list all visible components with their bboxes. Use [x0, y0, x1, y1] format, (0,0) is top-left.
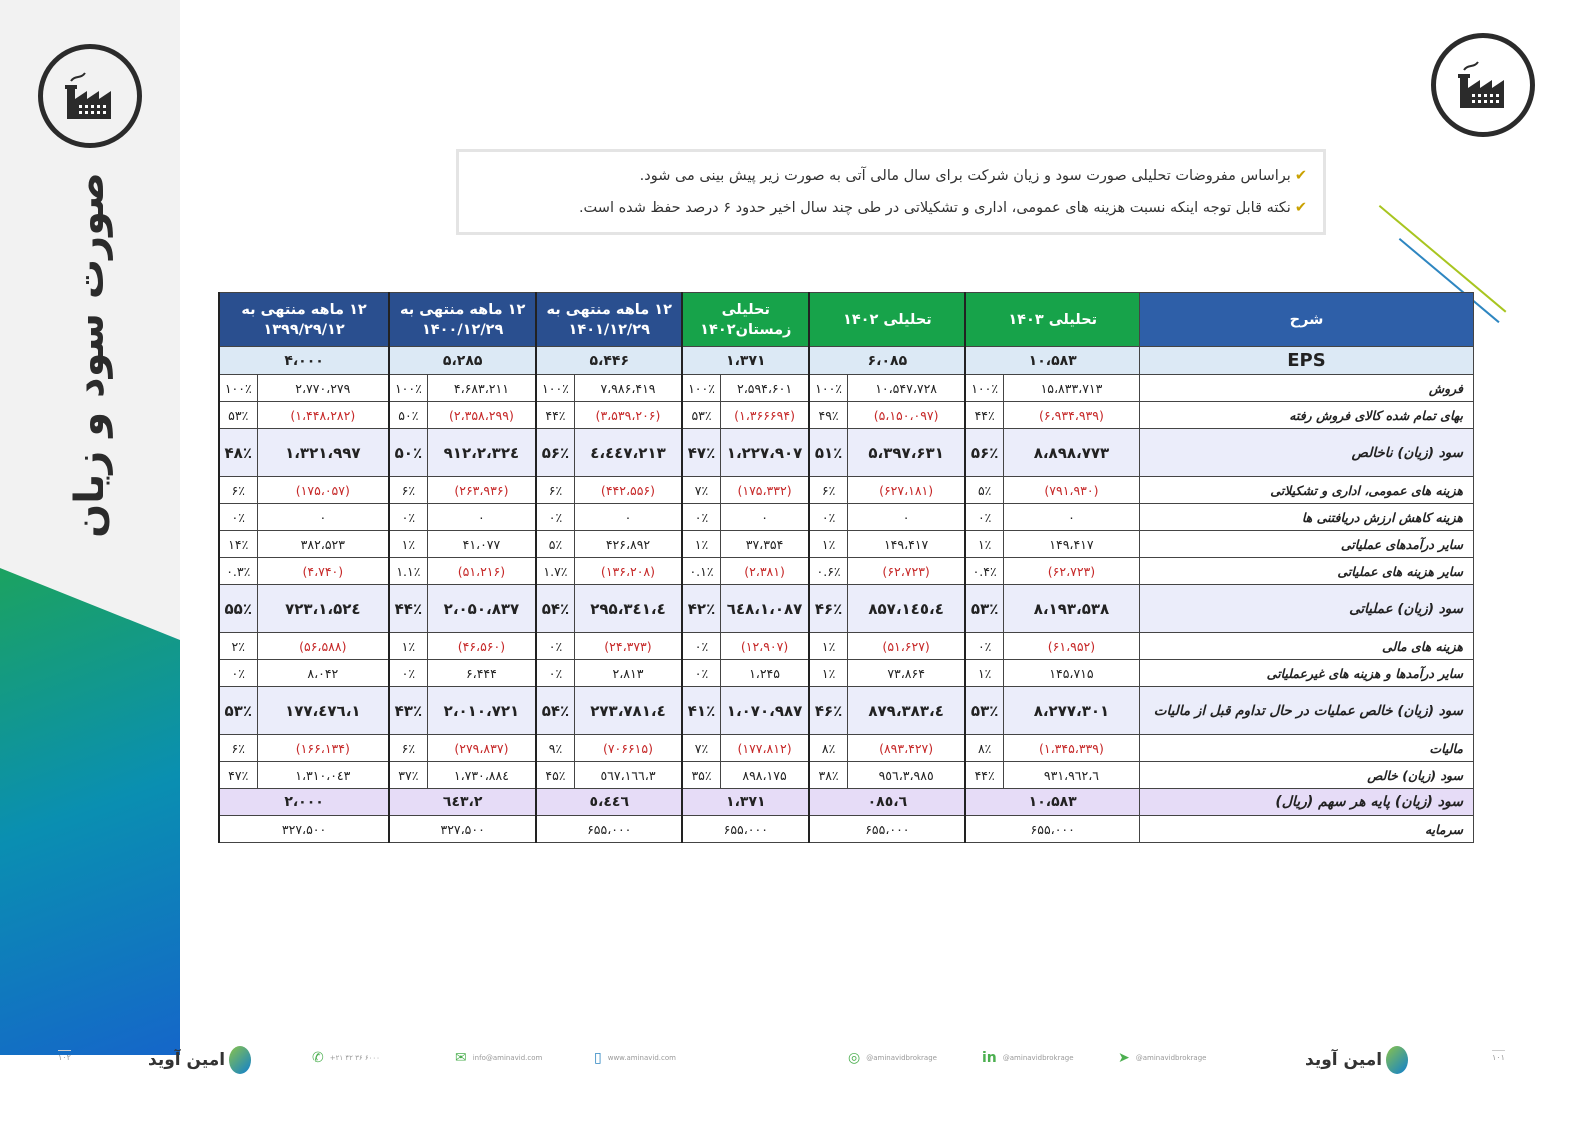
row-percent: ۱٪ — [389, 531, 427, 558]
row-percent: ۴۴٪ — [965, 762, 1003, 789]
row-percent: ۴۶٪ — [809, 585, 847, 633]
header-col-1403: تحلیلی ۱۴۰۳ — [965, 293, 1139, 347]
row-value: (۶۲،۷۲۳) — [1003, 558, 1139, 585]
brand-right: امین آوید — [1305, 1046, 1408, 1074]
row-value: ۸۹۸،۱۷۵ — [720, 762, 809, 789]
check-icon: ✔ — [1294, 200, 1307, 216]
factory-logo-left — [38, 44, 142, 148]
row-value: (۱۳۶،۲۰۸) — [574, 558, 682, 585]
row-value: ٤،۸۵۷،۱٤٥ — [847, 585, 965, 633]
capital-label: سرمایه — [1140, 816, 1474, 843]
row-value: ۴۱،۰۷۷ — [427, 531, 536, 558]
capital-value: ۶۵۵،۰۰۰ — [965, 816, 1139, 843]
row-value: ۰ — [574, 504, 682, 531]
row-percent: ۰٪ — [536, 504, 574, 531]
brand-logo-icon — [229, 1046, 251, 1074]
row-percent: ۰٪ — [536, 660, 574, 687]
row-value: (۶۱،۹۵۲) — [1003, 633, 1139, 660]
row-value: ۱،۵۲٤،۷۲۳ — [257, 585, 389, 633]
per-share-value: ۱۰،۵۸۳ — [965, 789, 1139, 816]
row-value: (۱۲،۹۰۷) — [720, 633, 809, 660]
eps-value: ۵،۴۴۶ — [536, 347, 682, 375]
row-value: ۱۴۵،۷۱۵ — [1003, 660, 1139, 687]
row-value: ۳۷،۳۵۴ — [720, 531, 809, 558]
table-row — [219, 477, 1474, 504]
row-value: ۳۸۲،۵۲۳ — [257, 531, 389, 558]
row-value: ۱،۳۲۱،۹۹۷ — [257, 429, 389, 477]
row-percent: ۶٪ — [219, 477, 257, 504]
eps-label: EPS — [1140, 347, 1474, 375]
row-percent: ۱۰۰٪ — [682, 375, 720, 402]
row-percent: ۰٪ — [389, 660, 427, 687]
row-percent: ۱.۱٪ — [389, 558, 427, 585]
row-value: ۱،۲۴۵ — [720, 660, 809, 687]
row-value: ۲،۳۲٤،۹۱۲ — [427, 429, 536, 477]
row-percent: ۰٪ — [682, 504, 720, 531]
row-value: ۷۳،۸۶۴ — [847, 660, 965, 687]
row-value: ۳،۹۸٥،۹٥٦ — [847, 762, 965, 789]
side-title: صورت سود و زیان — [67, 172, 113, 538]
capital-value: ۳۲۷،۵۰۰ — [389, 816, 536, 843]
income-statement-table — [218, 292, 1474, 843]
row-percent: ۰٪ — [219, 504, 257, 531]
row-percent: ۴۱٪ — [682, 687, 720, 735]
brand-logo-icon — [1386, 1046, 1408, 1074]
row-percent: ۱٪ — [809, 633, 847, 660]
header-desc: شرح — [1140, 293, 1474, 347]
row-percent: ۱۰۰٪ — [389, 375, 427, 402]
row-percent: ۰٪ — [682, 633, 720, 660]
row-value: ۸،۲۷۷،۳۰۱ — [1003, 687, 1139, 735]
row-label: سود (زیان) خالص — [1140, 762, 1474, 789]
telegram-icon: ➤ — [1118, 1050, 1130, 1066]
row-percent: ۳۸٪ — [809, 762, 847, 789]
capital-row — [219, 816, 1474, 843]
row-percent: ۵۳٪ — [219, 402, 257, 429]
row-percent: ۱۰۰٪ — [219, 375, 257, 402]
row-percent: ۲٪ — [219, 633, 257, 660]
row-value: ۱،۷۳۰،۸۸٤ — [427, 762, 536, 789]
row-percent: ۱۰۰٪ — [809, 375, 847, 402]
row-percent: ۴۴٪ — [536, 402, 574, 429]
row-value: ۸،۸۹۸،۷۷۳ — [1003, 429, 1139, 477]
linkedin-icon: in — [982, 1050, 997, 1066]
row-percent: ۸٪ — [965, 735, 1003, 762]
email-link[interactable]: ✉ info@aminavid.com — [455, 1050, 543, 1066]
row-percent: ۱٪ — [682, 531, 720, 558]
per-share-value: ۱،۳۷۱ — [682, 789, 809, 816]
row-value: ۰ — [427, 504, 536, 531]
row-value: ۰ — [720, 504, 809, 531]
row-label: سود (زیان) ناخالص — [1140, 429, 1474, 477]
telegram-link[interactable]: ➤ @aminavidbrokrage — [1118, 1050, 1207, 1066]
row-value: ۴،۶۸۳،۲۱۱ — [427, 375, 536, 402]
row-percent: ۱۰۰٪ — [965, 375, 1003, 402]
row-percent: ۶٪ — [389, 735, 427, 762]
eps-value: ۱،۳۷۱ — [682, 347, 809, 375]
row-value: ۲،۵۹۴،۶۰۱ — [720, 375, 809, 402]
row-percent: ۰.۱٪ — [682, 558, 720, 585]
row-percent: ۴۴٪ — [389, 585, 427, 633]
row-value: (۱۷۷،۸۱۲) — [720, 735, 809, 762]
table-row — [219, 375, 1474, 402]
eps-value: ۴،۰۰۰ — [219, 347, 389, 375]
row-value: ۱،۳۱۰،۰٤۳ — [257, 762, 389, 789]
mouse-icon: ▯ — [594, 1050, 602, 1066]
row-value: ۰ — [847, 504, 965, 531]
header-col-1402: تحلیلی ۱۴۰۲ — [809, 293, 965, 347]
capital-value: ۶۵۵،۰۰۰ — [536, 816, 682, 843]
row-percent: ۴۸٪ — [219, 429, 257, 477]
row-value: (۱۷۵،۰۵۷) — [257, 477, 389, 504]
row-value: ۱۵،۸۳۳،۷۱۳ — [1003, 375, 1139, 402]
row-percent: ۷٪ — [682, 477, 720, 504]
row-value: (۴،۷۴۰) — [257, 558, 389, 585]
row-value: (۵۱،۲۱۶) — [427, 558, 536, 585]
row-value: (۱،۳۶۶۶۹۴) — [720, 402, 809, 429]
row-value: ۰ — [257, 504, 389, 531]
table-row — [219, 762, 1474, 789]
row-percent: ۶٪ — [389, 477, 427, 504]
row-value: (۳،۵۳۹،۲۰۶) — [574, 402, 682, 429]
row-percent: ۴۲٪ — [682, 585, 720, 633]
row-percent: ۰٪ — [219, 660, 257, 687]
row-value: (۲۷۹،۸۳۷) — [427, 735, 536, 762]
check-icon: ✔ — [1294, 168, 1307, 184]
per-share-value: ۲،۰۰۰ — [219, 789, 389, 816]
row-percent: ۱٪ — [389, 633, 427, 660]
per-share-value: ٦،۰۸٥ — [809, 789, 965, 816]
eps-row — [219, 347, 1474, 375]
row-percent: ۶٪ — [809, 477, 847, 504]
row-value: ۱،۰۷۰،۹۸۷ — [720, 687, 809, 735]
row-percent: ۵۰٪ — [389, 402, 427, 429]
row-percent: ۵۳٪ — [219, 687, 257, 735]
row-label: سایر درآمدها و هزینه های غیرعملیاتی — [1140, 660, 1474, 687]
row-percent: ۵٪ — [536, 531, 574, 558]
factory-icon — [1454, 56, 1512, 114]
row-value: ۸،۰۴۲ — [257, 660, 389, 687]
row-percent: ۵۶٪ — [965, 429, 1003, 477]
row-percent: ۰٪ — [389, 504, 427, 531]
row-value: (۱،۳۴۵،۳۳۹) — [1003, 735, 1139, 762]
row-percent: ۵۴٪ — [536, 687, 574, 735]
row-percent: ۵۶٪ — [536, 429, 574, 477]
row-percent: ۶٪ — [536, 477, 574, 504]
row-percent: ۴۳٪ — [389, 687, 427, 735]
page-number-left: ۱۰۲ — [58, 1050, 71, 1062]
note-line-1: ✔براساس مفروضات تحلیلی صورت سود و زیان شرکت برای سال مالی آتی به صورت زیر پیش بینی می شود. — [639, 168, 1307, 184]
row-percent: ۵۳٪ — [965, 687, 1003, 735]
row-percent: ۰٪ — [965, 633, 1003, 660]
row-value: ۱،٤۷٦،۱۷۷ — [257, 687, 389, 735]
row-value: (۷۰۶۶۱۵) — [574, 735, 682, 762]
row-value: (۴۴۲،۵۵۶) — [574, 477, 682, 504]
row-percent: ۱٪ — [809, 531, 847, 558]
mail-icon: ✉ — [455, 1050, 467, 1066]
row-percent: ۴۶٪ — [809, 687, 847, 735]
row-label: بهای تمام شده کالای فروش رفته — [1140, 402, 1474, 429]
factory-logo-right — [1431, 33, 1535, 137]
header-col-1399: ۱۲ ماهه منتهی به ۱۳۹۹/۲۹/۱۲ — [219, 293, 389, 347]
row-value: ٤،٤٤۷،۲۱۳ — [574, 429, 682, 477]
capital-value: ۶۵۵،۰۰۰ — [682, 816, 809, 843]
row-value: (۱،۴۴۸،۲۸۲) — [257, 402, 389, 429]
row-value: ۲،۷۷۰،۲۷۹ — [257, 375, 389, 402]
row-value: ۲،۰۱۰،۷۲۱ — [427, 687, 536, 735]
row-percent: ۳۵٪ — [682, 762, 720, 789]
row-value: (۲،۳۵۸،۲۹۹) — [427, 402, 536, 429]
row-percent: ۵۴٪ — [536, 585, 574, 633]
eps-value: ۱۰،۵۸۳ — [965, 347, 1139, 375]
row-label: سود (زیان) خالص عملیات در حال تداوم قبل از مالیات — [1140, 687, 1474, 735]
eps-value: ۶،۰۸۵ — [809, 347, 965, 375]
table-row — [219, 735, 1474, 762]
row-value: (۵۱،۶۲۷) — [847, 633, 965, 660]
header-col-winter-1402: تحلیلی زمستان۱۴۰۲ — [682, 293, 809, 347]
row-percent: ۵۳٪ — [965, 585, 1003, 633]
brand-left: امین آوید — [148, 1046, 251, 1074]
capital-value: ۶۵۵،۰۰۰ — [809, 816, 965, 843]
row-label: سود (زیان) عملیاتی — [1140, 585, 1474, 633]
table-row — [219, 558, 1474, 585]
row-percent: ۱۰۰٪ — [536, 375, 574, 402]
row-value: ۴۲۶،۸۹۲ — [574, 531, 682, 558]
row-label: سایر درآمدهای عملیاتی — [1140, 531, 1474, 558]
factory-icon — [61, 67, 119, 125]
row-value: (۲۶۳،۹۳۶) — [427, 477, 536, 504]
table-row — [219, 660, 1474, 687]
row-value: ۸،۱۹۳،۵۳۸ — [1003, 585, 1139, 633]
table-row — [219, 429, 1474, 477]
row-percent: ۱٪ — [965, 660, 1003, 687]
linkedin-link[interactable]: in @aminavidbrokrage — [982, 1050, 1074, 1066]
instagram-icon: ◎ — [848, 1050, 861, 1066]
table-row — [219, 531, 1474, 558]
row-value: (۲۴،۳۷۳) — [574, 633, 682, 660]
eps-value: ۵،۲۸۵ — [389, 347, 536, 375]
row-percent: ۳۷٪ — [389, 762, 427, 789]
row-value: (۵،۱۵۰،۰۹۷) — [847, 402, 965, 429]
row-percent: ۰.۴٪ — [965, 558, 1003, 585]
row-value: ۱،۰۸۷،٦٤۸ — [720, 585, 809, 633]
row-percent: ۰٪ — [536, 633, 574, 660]
row-value: (۶۲،۷۲۳) — [847, 558, 965, 585]
row-value: ۱۴۹،۴۱۷ — [1003, 531, 1139, 558]
row-percent: ۷٪ — [682, 735, 720, 762]
instagram-link[interactable]: ◎ @aminavidbrokrage — [848, 1050, 937, 1066]
row-value: ۲،۸۱۳ — [574, 660, 682, 687]
side-panel — [0, 0, 180, 1055]
row-value: ۱،۲۲۷،۹۰۷ — [720, 429, 809, 477]
row-value: ۰ — [1003, 504, 1139, 531]
row-value: ٤،۲۷۳،۷۸۱ — [574, 687, 682, 735]
row-value: ۷،۹۸۶،۴۱۹ — [574, 375, 682, 402]
row-percent: ۰.۳٪ — [219, 558, 257, 585]
row-percent: ۰.۶٪ — [809, 558, 847, 585]
per-share-value: ٥،٤٤٦ — [536, 789, 682, 816]
row-percent: ۴۵٪ — [536, 762, 574, 789]
note-box — [456, 149, 1326, 235]
row-value: (۲،۳۸۱) — [720, 558, 809, 585]
row-value: (۵۶،۵۸۸) — [257, 633, 389, 660]
table-row — [219, 687, 1474, 735]
row-value: (۶،۹۳۴،۹۳۹) — [1003, 402, 1139, 429]
note-line-2: ✔نکته قابل توجه اینکه نسبت هزینه های عمومی، اداری و تشکیلاتی در طی چند سال اخیر حدود ۶ درصد حفظ شده است. — [578, 200, 1307, 216]
row-percent: ۴۴٪ — [965, 402, 1003, 429]
page-number-right: ۱۰۱ — [1492, 1050, 1505, 1062]
row-percent: ۱٪ — [809, 660, 847, 687]
row-percent: ۵۵٪ — [219, 585, 257, 633]
row-value: ۱۴۹،۴۱۷ — [847, 531, 965, 558]
row-value: ۶،۴۴۴ — [427, 660, 536, 687]
row-percent: ۰٪ — [809, 504, 847, 531]
row-value: ۵،۳۹۷،۶۳۱ — [847, 429, 965, 477]
footer — [0, 1038, 1587, 1078]
row-percent: ۱.۷٪ — [536, 558, 574, 585]
row-percent: ۵۰٪ — [389, 429, 427, 477]
header-col-1401: ۱۲ ماهه منتهی به ۱۴۰۱/۱۲/۲۹ — [536, 293, 682, 347]
row-percent: ۹٪ — [536, 735, 574, 762]
table-row — [219, 585, 1474, 633]
row-percent: ۱٪ — [965, 531, 1003, 558]
row-percent: ۵۳٪ — [682, 402, 720, 429]
row-label: هزینه های مالی — [1140, 633, 1474, 660]
row-percent: ۴۹٪ — [809, 402, 847, 429]
capital-value: ۳۲۷،۵۰۰ — [219, 816, 389, 843]
website-link[interactable]: ▯ www.aminavid.com — [594, 1050, 676, 1066]
row-value: ۲،۰۵۰،۸۳۷ — [427, 585, 536, 633]
table-body — [219, 347, 1474, 843]
row-value: (۷۹۱،۹۳۰) — [1003, 477, 1139, 504]
per-share-row — [219, 789, 1474, 816]
row-label: مالیات — [1140, 735, 1474, 762]
row-value: (۶۲۷،۱۸۱) — [847, 477, 965, 504]
row-value: (۸۹۳،۴۲۷) — [847, 735, 965, 762]
phone-link[interactable]: ✆ +۲۱ ۴۲ ۳۶ ۶۰۰۰ — [312, 1050, 380, 1066]
row-label: هزینه های عمومی، اداری و تشکیلاتی — [1140, 477, 1474, 504]
row-percent: ۰٪ — [965, 504, 1003, 531]
table-row — [219, 402, 1474, 429]
row-label: هزینه کاهش ارزش دریافتنی ها — [1140, 504, 1474, 531]
row-percent: ۴۷٪ — [682, 429, 720, 477]
table-row — [219, 633, 1474, 660]
row-label: سایر هزینه های عملیاتی — [1140, 558, 1474, 585]
table-row — [219, 504, 1474, 531]
row-value: ۳،٥٦۷،۱٦٦ — [574, 762, 682, 789]
row-label: فروش — [1140, 375, 1474, 402]
row-percent: ۱۴٪ — [219, 531, 257, 558]
phone-icon: ✆ — [312, 1050, 324, 1066]
row-value: ٤،۸۷۹،۳۸۳ — [847, 687, 965, 735]
row-value: ٦،۹۳۱،۹٦۲ — [1003, 762, 1139, 789]
row-percent: ۵٪ — [965, 477, 1003, 504]
per-share-value: ۲،٦٤۳ — [389, 789, 536, 816]
header-row — [219, 293, 1474, 347]
row-value: (۱۶۶،۱۳۴) — [257, 735, 389, 762]
row-percent: ۵۱٪ — [809, 429, 847, 477]
row-percent: ۶٪ — [219, 735, 257, 762]
row-value: ٤،۲۹۵،۳٤۱ — [574, 585, 682, 633]
row-value: ۱۰،۵۴۷،۷۲۸ — [847, 375, 965, 402]
row-percent: ۸٪ — [809, 735, 847, 762]
row-value: (۴۶،۵۶۰) — [427, 633, 536, 660]
header-col-1400: ۱۲ ماهه منتهی به ۱۴۰۰/۱۲/۲۹ — [389, 293, 536, 347]
row-percent: ۴۷٪ — [219, 762, 257, 789]
row-value: (۱۷۵،۳۳۲) — [720, 477, 809, 504]
per-share-label: سود (زیان) پایه هر سهم (ریال) — [1140, 789, 1474, 816]
row-percent: ۰٪ — [682, 660, 720, 687]
